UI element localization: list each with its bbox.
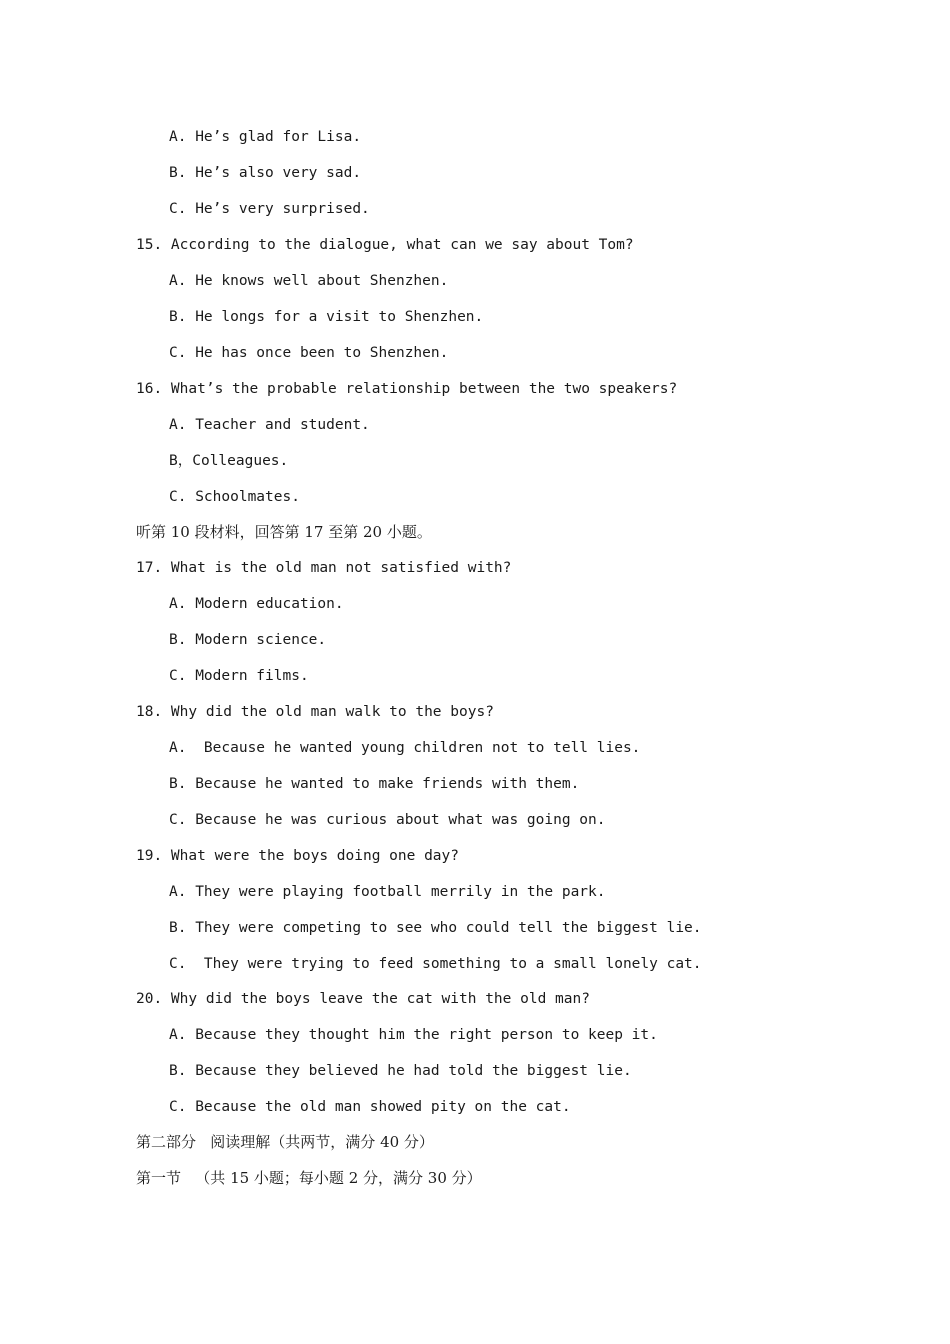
question-line: 15. According to the dialogue, what can we say about Tom? <box>136 237 634 253</box>
option-line: C. Schoolmates. <box>169 489 300 505</box>
section-heading: 第一节 （共 15 小题；每小题 2 分，满分 30 分） <box>136 1169 482 1187</box>
option-line: B，Colleagues. <box>169 453 289 469</box>
option-line: C. Because the old man showed pity on the cat. <box>169 1099 571 1115</box>
option-line: A. He knows well about Shenzhen. <box>169 273 449 289</box>
option-line: B. Modern science. <box>169 632 327 648</box>
option-line: A. They were playing football merrily in the park. <box>169 884 606 900</box>
question-line: 16. What’s the probable relationship between the two speakers? <box>136 381 678 397</box>
option-line: A. Teacher and student. <box>169 417 370 433</box>
option-line: B. He’s also very sad. <box>169 165 362 181</box>
question-line: 18. Why did the old man walk to the boys? <box>136 704 494 720</box>
option-line: C. He has once been to Shenzhen. <box>169 345 449 361</box>
question-line: 20. Why did the boys leave the cat with the old man? <box>136 991 590 1007</box>
option-line: C. Modern films. <box>169 668 309 684</box>
part-heading: 第二部分 阅读理解（共两节，满分 40 分） <box>136 1133 434 1151</box>
option-line: B. They were competing to see who could tell the biggest lie. <box>169 920 702 936</box>
section-instruction: 听第 10 段材料，回答第 17 至第 20 小题。 <box>136 523 432 541</box>
option-line: A. Modern education. <box>169 596 344 612</box>
option-line: C. Because he was curious about what was going on. <box>169 812 606 828</box>
option-line: B. He longs for a visit to Shenzhen. <box>169 309 484 325</box>
option-line: A. Because they thought him the right person to keep it. <box>169 1027 658 1043</box>
option-line: B. Because he wanted to make friends with them. <box>169 776 580 792</box>
question-line: 19. What were the boys doing one day? <box>136 848 460 864</box>
option-line: C. They were trying to feed something to a small lonely cat. <box>169 956 702 972</box>
option-line: A. Because he wanted young children not to tell lies. <box>169 740 641 756</box>
option-line: A. He’s glad for Lisa. <box>169 129 362 145</box>
option-line: C. He’s very surprised. <box>169 201 370 217</box>
option-line: B. Because they believed he had told the biggest lie. <box>169 1063 632 1079</box>
question-line: 17. What is the old man not satisfied with? <box>136 560 512 576</box>
